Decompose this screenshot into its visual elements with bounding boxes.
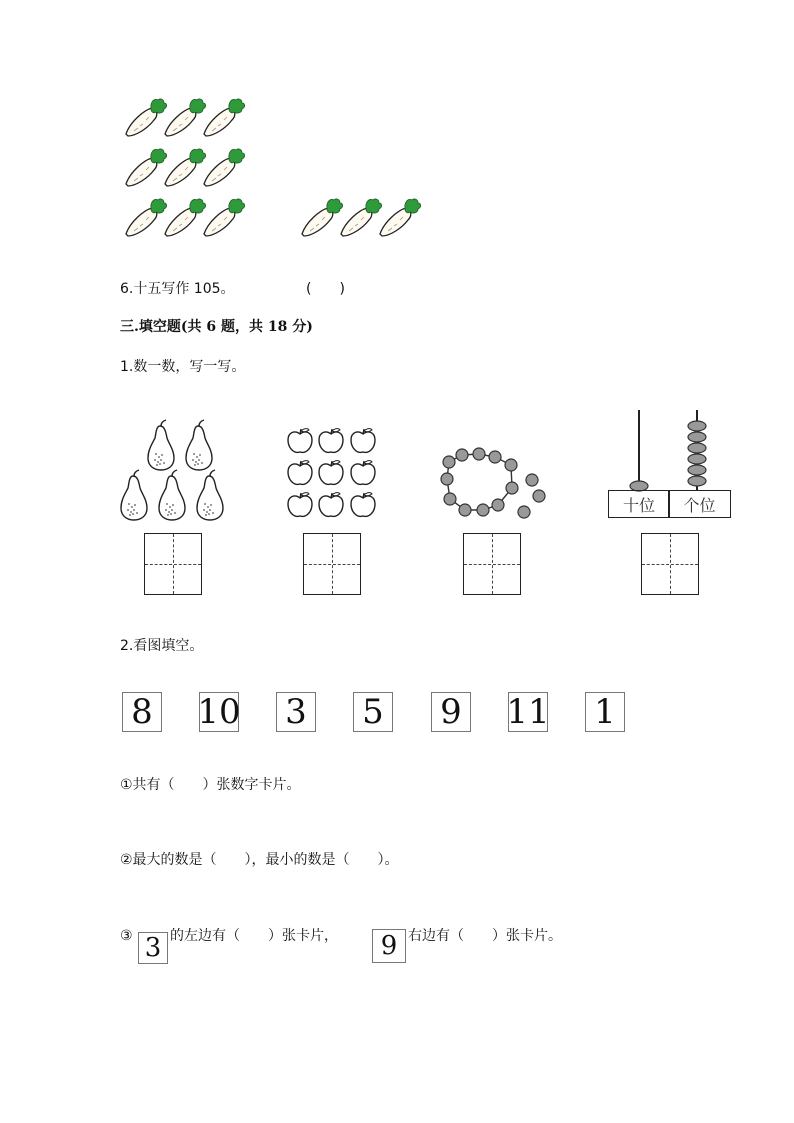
number-card: 3 (276, 692, 316, 732)
fill-1-prompt: 1.数一数，写一写。 (120, 359, 246, 375)
number-card: 5 (353, 692, 393, 732)
sub-question-1: ①共有（ ）张数字卡片。 (120, 777, 301, 793)
answer-grid-pears[interactable] (144, 533, 202, 595)
inline-number-card: 9 (372, 929, 406, 963)
section-title: 三.填空题(共 6 题，共 18 分) (120, 319, 313, 335)
sub-question-3-part-a: 的左边有（ ）张卡片， (170, 928, 338, 944)
number-card: 10 (197, 692, 241, 732)
answer-grid-apples[interactable] (303, 533, 361, 595)
fill-2-prompt: 2.看图填空。 (120, 638, 204, 654)
inline-number-card: 3 (138, 932, 168, 964)
answer-blank[interactable]: ( ) (306, 281, 345, 297)
sub-question-3-marker: ③ (120, 928, 133, 944)
answer-grid-abacus[interactable] (641, 533, 699, 595)
abacus-tens-label: 十位 (608, 490, 670, 518)
number-card: 9 (431, 692, 471, 732)
answer-grid-beads[interactable] (463, 533, 521, 595)
sub-question-3-part-b: 右边有（ ）张卡片。 (408, 928, 562, 944)
number-card: 11 (506, 692, 550, 732)
sub-question-2: ②最大的数是（ ），最小的数是（ ）。 (120, 852, 399, 868)
number-card: 1 (585, 692, 625, 732)
carrot-illustration (0, 0, 794, 260)
number-card: 8 (122, 692, 162, 732)
question-6-text: 6.十五写作 105。 (120, 281, 235, 297)
abacus-ones-label: 个位 (668, 490, 731, 518)
